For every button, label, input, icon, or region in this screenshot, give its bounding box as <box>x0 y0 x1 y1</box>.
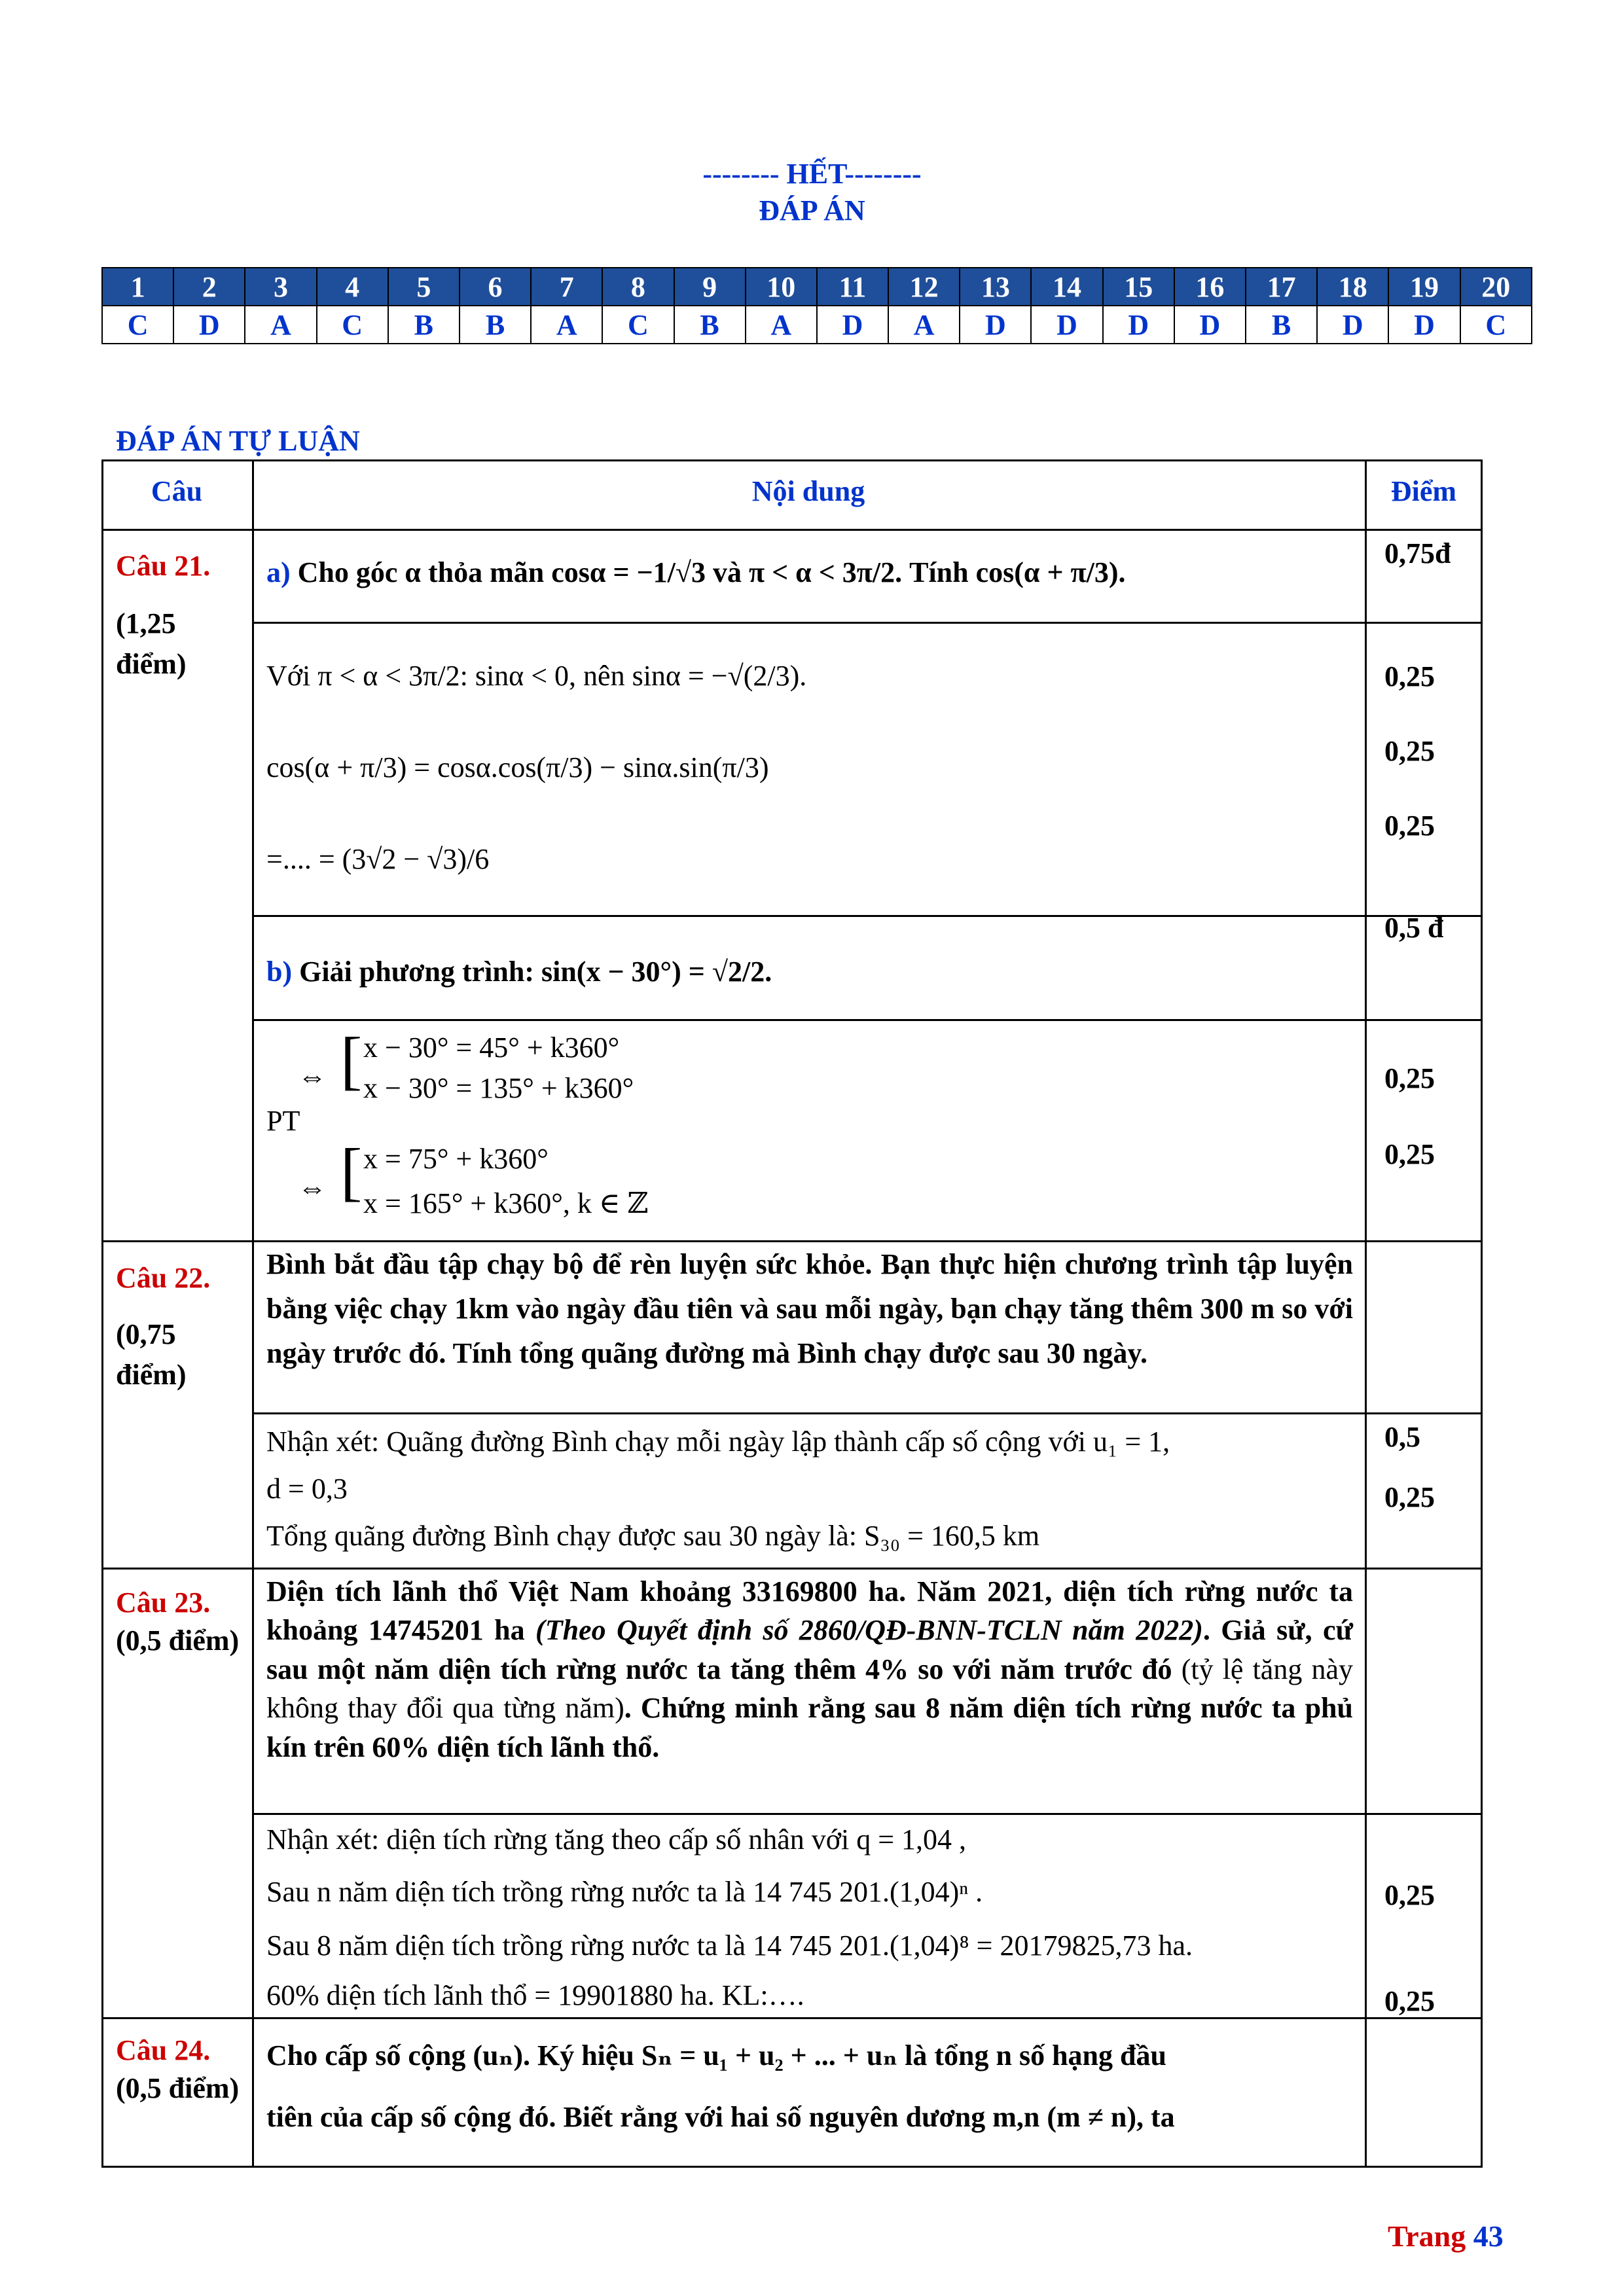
answer-number-cell: 14 <box>1031 268 1102 306</box>
q21a-text: Cho góc α thỏa mãn cosα = −1/√3 và π < α < 3π/2. Tính cos(α + π/3). <box>297 556 1126 588</box>
q22-points: (0,75 điểm) <box>116 1318 187 1391</box>
q24-points: (0,5 điểm) <box>116 2072 240 2104</box>
q23-sol-4: 60% diện tích lãnh thổ = 19901880 ha. KL:…. <box>266 1979 804 2011</box>
q21b-prefix: b) <box>266 956 293 988</box>
answer-choice-cell: D <box>1317 306 1388 344</box>
q21a-score-3: 0,25 <box>1384 810 1435 842</box>
q21b-equiv-1: ⇔ <box>298 1060 327 1092</box>
q21b-pt-label: PT <box>266 1105 300 1137</box>
answer-choice-cell: D <box>960 306 1031 344</box>
answer-number-cell: 13 <box>960 268 1031 306</box>
q23-problem-note: (tỷ lệ tăng này không thay đổi qua từng năm) <box>266 1653 1353 1725</box>
answer-choice-cell: D <box>173 306 245 344</box>
answer-choice-cell: A <box>746 306 817 344</box>
q23-score-2: 0,25 <box>1384 1985 1435 2017</box>
answer-number-cell: 8 <box>602 268 674 306</box>
q23-problem-part-a: Diện tích lãnh thổ Việt Nam khoảng 33169800 ha. Năm 2021, diện tích rừng nước ta khoảng 14745201 ha <box>266 1575 1353 1647</box>
answer-choice-cell: A <box>888 306 960 344</box>
essay-table <box>101 459 1483 2168</box>
q21-points: (1,25 điểm) <box>116 607 187 680</box>
q21a-prefix: a) <box>266 556 291 588</box>
q21b-question <box>266 952 1360 992</box>
answer-choice-cell: A <box>245 306 316 344</box>
answer-number-cell: 12 <box>888 268 960 306</box>
q21b-score: 0,5 đ <box>1384 912 1444 944</box>
q23-sol-3: Sau 8 năm diện tích trồng rừng nước ta là 14 745 201.(1,04)⁸ = 20179825,73 ha. <box>266 1929 1193 1962</box>
q23-sol-1: Nhận xét: diện tích rừng tăng theo cấp số nhân với q = 1,04 , <box>266 1823 967 1856</box>
answer-choice-cell: D <box>1031 306 1102 344</box>
q21b-text: Giải phương trình: sin(x − 30°) = √2/2. <box>299 956 772 988</box>
q21a-question <box>266 552 1360 593</box>
answer-number-cell: 6 <box>460 268 531 306</box>
q21b-bracket-1: [ <box>340 1024 363 1096</box>
answer-number-cell: 10 <box>746 268 817 306</box>
q22-score-2: 0,25 <box>1384 1481 1435 1513</box>
q21b-bracket-2: [ <box>340 1135 363 1208</box>
q23-label: Câu 23. <box>116 1587 211 1619</box>
q24-problem-line-1: Cho cấp số cộng (uₙ). Ký hiệu Sₙ = u₁ + u₂ + ... + uₙ là tổng n số hạng đầu <box>266 2039 1166 2072</box>
answer-number-cell: 9 <box>674 268 746 306</box>
q22-sol-3: Tổng quãng đường Bình chạy được sau 30 ngày là: S₃₀ = 160,5 km <box>266 1520 1040 1552</box>
answer-choice-cell: A <box>531 306 602 344</box>
answer-number-cell: 1 <box>102 268 173 306</box>
q21b-score-1: 0,25 <box>1384 1062 1435 1094</box>
answer-number-cell: 17 <box>1246 268 1317 306</box>
q21-label: Câu 21. <box>116 550 211 582</box>
q21b-line4 <box>363 1183 649 1224</box>
answer-number-cell: 19 <box>1388 268 1460 306</box>
answer-choice-cell: C <box>317 306 388 344</box>
answer-grid-answers-row <box>102 306 1532 344</box>
q23-problem-part-c: . Chứng minh rằng sau 8 năm diện tích rừng nước ta phủ kín trên 60% diện tích lãnh thổ. <box>266 1692 1353 1763</box>
col-header-noi-dung: Nội dung <box>751 475 865 507</box>
answer-choice-cell: C <box>1460 306 1532 344</box>
q22-label: Câu 22. <box>116 1262 211 1294</box>
answer-choice-cell: D <box>1103 306 1174 344</box>
answer-number-cell: 18 <box>1317 268 1388 306</box>
col-header-cau: Câu <box>151 475 203 507</box>
answer-choice-cell: D <box>817 306 888 344</box>
q21b-line1: x − 30° = 45° + k360° <box>363 1031 620 1064</box>
col-header-diem: Điểm <box>1390 475 1457 507</box>
q24-label: Câu 24. <box>116 2034 211 2066</box>
q22-problem: Bình bắt đầu tập chạy bộ để rèn luyện sức khỏe. Bạn thực hiện chương trình tập luyện bằng việc chạy 1km vào ngày đầu tiên và sau mỗi ngày, bạn chạy tăng thêm 300 m so với ngày trước đó. Tính tổng quãng đường mà Bình chạy được sau 30 ngày. <box>266 1248 1353 1370</box>
q21a-score-2: 0,25 <box>1384 735 1435 767</box>
q22-sol-2: d = 0,3 <box>266 1473 348 1505</box>
answer-number-cell: 2 <box>173 268 245 306</box>
answer-number-cell: 15 <box>1103 268 1174 306</box>
answer-choice-cell: B <box>674 306 746 344</box>
answer-choice-cell: B <box>388 306 460 344</box>
answer-number-cell: 11 <box>817 268 888 306</box>
q23-points: (0,5 điểm) <box>116 1624 240 1657</box>
essay-heading: ĐÁP ÁN TỰ LUẬN <box>116 425 360 457</box>
answer-choice-cell: D <box>1174 306 1246 344</box>
q21b-equiv-2: ⇔ <box>298 1172 327 1204</box>
answer-grid-numbers-row <box>102 268 1532 306</box>
q22-sol-1: Nhận xét: Quãng đường Bình chạy mỗi ngày lập thành cấp số cộng với u₁ = 1, <box>266 1426 1170 1458</box>
answer-grid <box>101 267 1532 344</box>
q23-problem-part-b: . Giả sử, cứ sau một năm diện tích rừng nước ta tăng thêm 4% so với năm trước đó <box>266 1614 1353 1685</box>
q24-problem-line-2: tiên của cấp số cộng đó. Biết rằng với hai số nguyên dương m,n (m ≠ n), ta <box>266 2101 1175 2133</box>
q21a-score: 0,75đ <box>1384 537 1451 569</box>
answer-number-cell: 3 <box>245 268 316 306</box>
answer-number-cell: 5 <box>388 268 460 306</box>
q21b-line2: x − 30° = 135° + k360° <box>363 1072 634 1104</box>
page-number-value: 43 <box>1473 2219 1504 2253</box>
answer-number-cell: 7 <box>531 268 602 306</box>
q21a-line3: =.... = (3√2 − √3)/6 <box>266 843 490 875</box>
answer-choice-cell: D <box>1388 306 1460 344</box>
q21a-line1: Với π < α < 3π/2: sinα < 0, nên sinα = −√(2/3). <box>266 660 807 692</box>
answer-choice-cell: C <box>102 306 173 344</box>
answer-choice-cell: B <box>1246 306 1317 344</box>
answer-number-cell: 4 <box>317 268 388 306</box>
q21b-score-2: 0,25 <box>1384 1138 1435 1170</box>
q21a-score-1: 0,25 <box>1384 660 1435 692</box>
q21b-line3: x = 75° + k360° <box>363 1143 549 1175</box>
q23-sol-2: Sau n năm diện tích trồng rừng nước ta là 14 745 201.(1,04)ⁿ . <box>266 1876 983 1908</box>
q21b-line4-eq: x = 165° + k360° <box>363 1187 563 1219</box>
q21b-line4-tail: , k ∈ ℤ <box>562 1187 649 1219</box>
q23-score-1: 0,25 <box>1384 1879 1435 1911</box>
answer-choice-cell: B <box>460 306 531 344</box>
q23-problem-reference: (Theo Quyết định số 2860/QĐ-BNN-TCLN năm 2022) <box>535 1614 1203 1647</box>
q21a-line2: cos(α + π/3) = cosα.cos(π/3) − sinα.sin(π/3) <box>266 751 769 783</box>
answer-choice-cell: C <box>602 306 674 344</box>
end-marker: -------- HẾT-------- <box>702 158 922 190</box>
answer-number-cell: 16 <box>1174 268 1246 306</box>
answer-title: ĐÁP ÁN <box>759 194 865 226</box>
q23-problem <box>266 1572 1353 1767</box>
page-word: Trang <box>1388 2219 1466 2253</box>
q22-score-1: 0,5 <box>1384 1421 1420 1453</box>
answer-number-cell: 20 <box>1460 268 1532 306</box>
page-number <box>1388 2219 1504 2253</box>
